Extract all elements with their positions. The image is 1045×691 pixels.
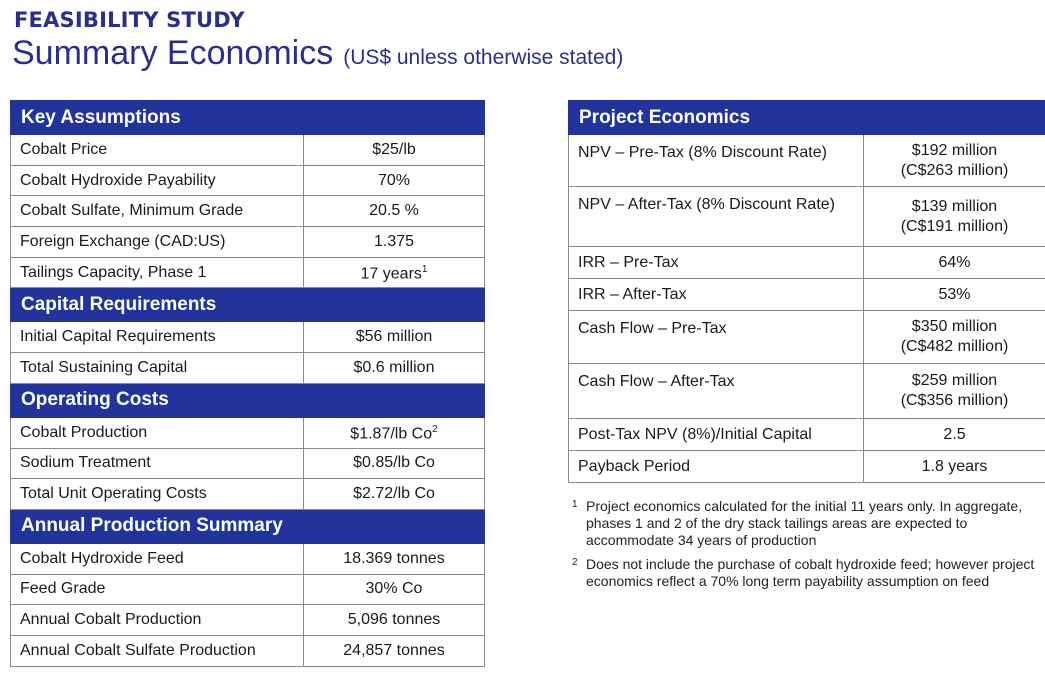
row-label: Payback Period bbox=[569, 451, 864, 483]
row-value bbox=[864, 311, 1045, 364]
table-row bbox=[569, 364, 1045, 419]
table-row bbox=[11, 227, 485, 258]
row-value: 5,096 tonnes bbox=[304, 605, 485, 636]
table-row bbox=[11, 417, 485, 448]
row-value: 20.5 % bbox=[304, 196, 485, 227]
row-value: $0.6 million bbox=[304, 353, 485, 384]
row-label: IRR – After-Tax bbox=[569, 279, 864, 311]
table-row bbox=[11, 135, 485, 166]
table-row bbox=[11, 543, 485, 574]
project-economics-table bbox=[568, 100, 1045, 483]
assumptions-table bbox=[10, 100, 485, 667]
row-label: Cobalt Hydroxide Feed bbox=[11, 543, 304, 574]
row-label: Sodium Treatment bbox=[11, 448, 304, 479]
row-label: Post-Tax NPV (8%)/Initial Capital bbox=[569, 419, 864, 451]
footnote-text: Project economics calculated for the initial 11 years only. In aggregate, phases 1 and 2 of the dry stack tailings areas are expected to accommodate 34 years of production bbox=[586, 498, 1023, 548]
section-key-assumptions bbox=[11, 101, 485, 135]
table-row bbox=[569, 419, 1045, 451]
footnote bbox=[572, 556, 1042, 590]
value-text: 17 years bbox=[360, 265, 422, 283]
row-value: $2.72/lb Co bbox=[304, 479, 485, 510]
footnote-ref: 2 bbox=[432, 424, 438, 436]
title-subtitle: (US$ unless otherwise stated) bbox=[343, 46, 624, 69]
section-annual-production bbox=[11, 509, 485, 543]
row-value bbox=[304, 417, 485, 448]
table-row bbox=[11, 257, 485, 288]
row-label: Total Sustaining Capital bbox=[11, 353, 304, 384]
row-label: Cobalt Price bbox=[11, 135, 304, 166]
section-heading: Annual Production Summary bbox=[11, 509, 485, 543]
table-row bbox=[11, 635, 485, 666]
row-label: Cobalt Hydroxide Payability bbox=[11, 165, 304, 196]
row-label: NPV – Pre-Tax (8% Discount Rate) bbox=[569, 135, 864, 187]
row-label: Cash Flow – Pre-Tax bbox=[569, 311, 864, 364]
table-row bbox=[569, 247, 1045, 279]
row-label: Total Unit Operating Costs bbox=[11, 479, 304, 510]
row-value: $56 million bbox=[304, 322, 485, 353]
row-label: IRR – Pre-Tax bbox=[569, 247, 864, 279]
footnotes bbox=[572, 498, 1042, 597]
table-row bbox=[11, 322, 485, 353]
row-value: 1.375 bbox=[304, 227, 485, 258]
table-row bbox=[569, 311, 1045, 364]
row-value: 2.5 bbox=[864, 419, 1045, 451]
value-usd: $192 million bbox=[911, 141, 998, 159]
row-value: 70% bbox=[304, 165, 485, 196]
table-row bbox=[569, 279, 1045, 311]
table-row bbox=[11, 353, 485, 384]
footnote bbox=[572, 498, 1042, 549]
section-operating-costs bbox=[11, 383, 485, 417]
section-heading: Capital Requirements bbox=[11, 288, 485, 322]
row-label: Foreign Exchange (CAD:US) bbox=[11, 227, 304, 258]
section-heading: Project Economics bbox=[569, 101, 1045, 135]
table-row bbox=[11, 479, 485, 510]
section-capital-requirements bbox=[11, 288, 485, 322]
page-title bbox=[12, 34, 623, 73]
row-value: 64% bbox=[864, 247, 1045, 279]
table-row bbox=[11, 165, 485, 196]
value-usd: $139 million bbox=[911, 197, 998, 215]
table-row bbox=[11, 605, 485, 636]
value-cad: (C$263 million) bbox=[900, 161, 1009, 179]
row-value: 30% Co bbox=[304, 574, 485, 605]
value-cad: (C$356 million) bbox=[900, 392, 1009, 409]
table-row bbox=[11, 196, 485, 227]
value-text: $1.87/lb Co bbox=[350, 425, 433, 443]
footnote-marker: 1 bbox=[572, 499, 578, 510]
table-row bbox=[11, 448, 485, 479]
row-label: NPV – After-Tax (8% Discount Rate) bbox=[569, 187, 864, 247]
table-row bbox=[569, 135, 1045, 187]
row-value: 53% bbox=[864, 279, 1045, 311]
row-value: 18.369 tonnes bbox=[304, 543, 485, 574]
section-heading: Operating Costs bbox=[11, 383, 485, 417]
row-label: Cobalt Production bbox=[11, 417, 304, 448]
table-row bbox=[11, 574, 485, 605]
section-heading: Key Assumptions bbox=[11, 101, 485, 135]
title-main: Summary Economics bbox=[12, 34, 334, 72]
row-label: Tailings Capacity, Phase 1 bbox=[11, 257, 304, 288]
footnote-marker: 2 bbox=[572, 557, 578, 568]
row-value bbox=[864, 364, 1045, 419]
row-value bbox=[864, 135, 1045, 187]
value-cad: (C$191 million) bbox=[900, 217, 1009, 235]
row-value: $0.85/lb Co bbox=[304, 448, 485, 479]
section-project-economics bbox=[569, 101, 1045, 135]
row-value bbox=[864, 187, 1045, 247]
row-label: Cobalt Sulfate, Minimum Grade bbox=[11, 196, 304, 227]
row-value bbox=[304, 257, 485, 288]
footnote-ref: 1 bbox=[421, 264, 428, 276]
row-label: Annual Cobalt Sulfate Production bbox=[11, 635, 304, 666]
value-cad: (C$482 million) bbox=[900, 338, 1009, 355]
row-value: $25/lb bbox=[304, 135, 485, 166]
table-row bbox=[569, 187, 1045, 247]
value-usd: $259 million bbox=[911, 372, 998, 389]
row-label: Cash Flow – After-Tax bbox=[569, 364, 864, 419]
row-value: 24,857 tonnes bbox=[304, 635, 485, 666]
row-label: Annual Cobalt Production bbox=[11, 605, 304, 636]
study-eyebrow: FEASIBILITY STUDY bbox=[14, 8, 245, 32]
row-label: Initial Capital Requirements bbox=[11, 322, 304, 353]
row-label: Feed Grade bbox=[11, 574, 304, 605]
table-row bbox=[569, 451, 1045, 483]
footnote-text: Does not include the purchase of cobalt hydroxide feed; however project economics reflect a 70% long term payability assumption on feed bbox=[586, 556, 1035, 589]
row-value: 1.8 years bbox=[864, 451, 1045, 483]
value-usd: $350 million bbox=[911, 318, 998, 335]
